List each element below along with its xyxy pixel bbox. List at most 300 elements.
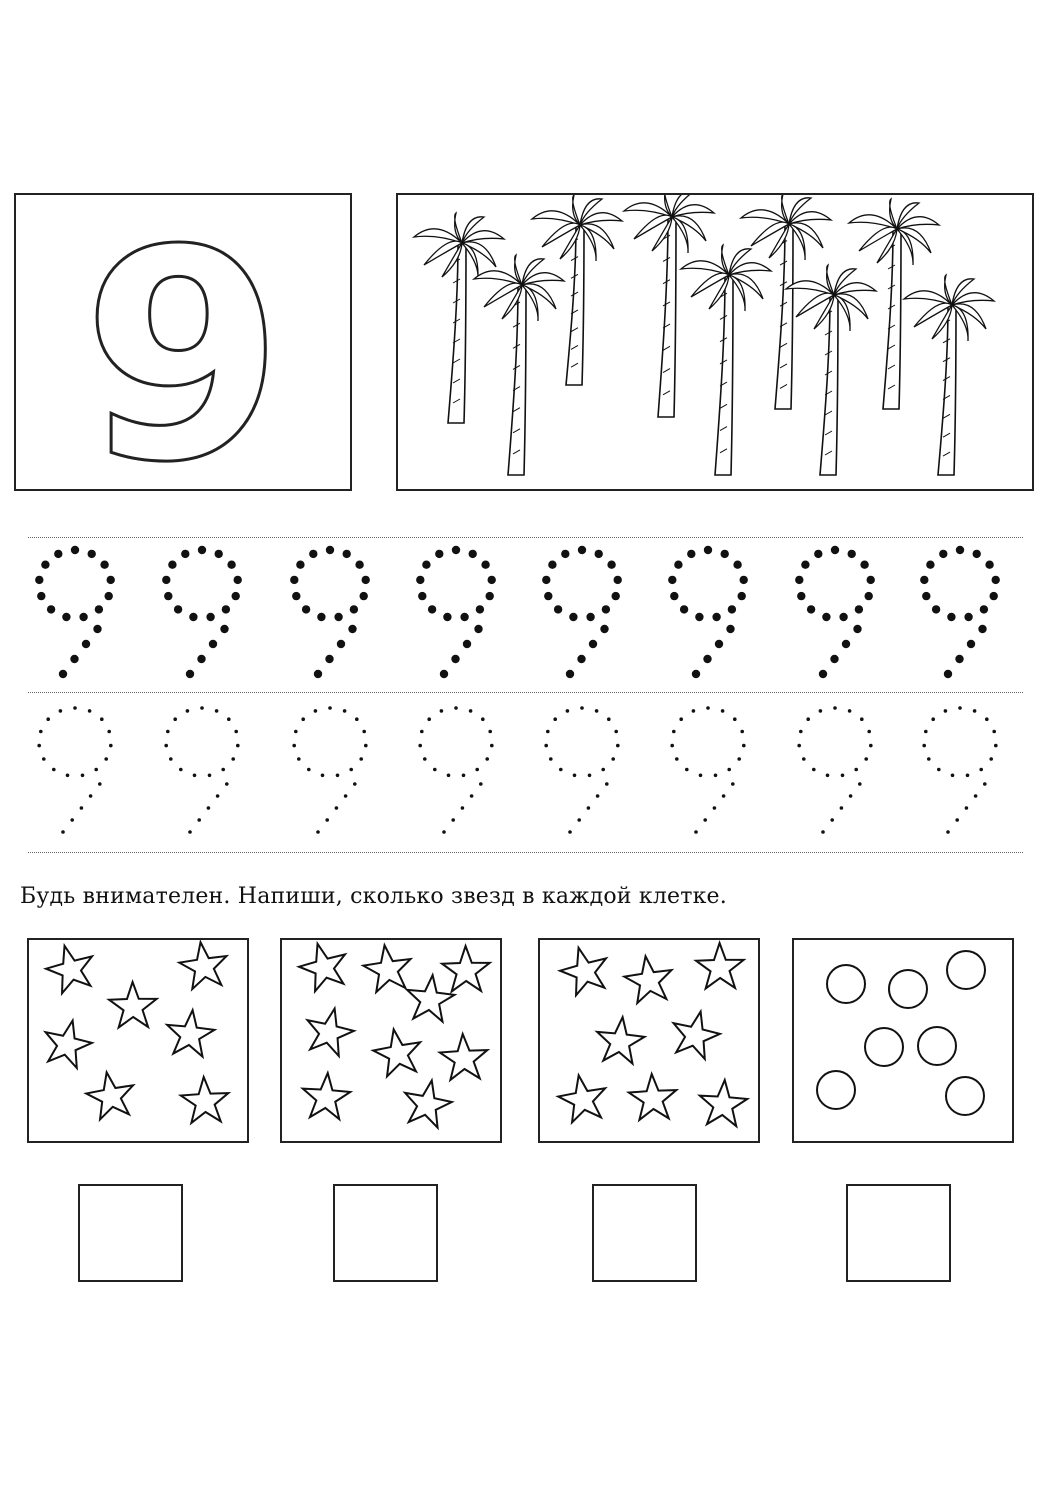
guide-line-1 (28, 537, 1023, 538)
trace-dot (297, 757, 301, 761)
trace-dot (801, 561, 809, 569)
big-digit: 9 (82, 195, 284, 489)
star-icon (439, 1033, 489, 1081)
trace-dot (985, 717, 989, 721)
trace-dot (595, 709, 599, 713)
trace-dot (806, 717, 810, 721)
trace-dot (703, 655, 711, 663)
trace-dot (712, 613, 720, 621)
trace-dot (234, 730, 238, 734)
trace-dot (88, 550, 96, 558)
trace-dot (614, 730, 618, 734)
trace-dot (992, 730, 996, 734)
trace-dot (39, 730, 43, 734)
palm-tree-icon (624, 195, 714, 417)
dotted-digit-7 (795, 546, 875, 678)
trace-dot (443, 613, 451, 621)
trace-dot (343, 550, 351, 558)
trace-dot (680, 605, 688, 613)
trace-dot (926, 561, 934, 569)
trace-dot (59, 670, 67, 678)
trace-dot (922, 592, 930, 600)
trace-dot (475, 768, 479, 772)
trace-dot (104, 757, 108, 761)
star-icon (696, 943, 744, 989)
count-box-4-shapes (794, 940, 1012, 1141)
trace-dot (812, 768, 816, 772)
trace-dot (37, 592, 45, 600)
guide-line-2 (28, 692, 1023, 693)
answer-box-1[interactable] (78, 1184, 183, 1282)
trace-dot (359, 757, 363, 761)
trace-dot (831, 546, 839, 554)
circle-icon (865, 1028, 903, 1066)
dotted-digit-6 (668, 546, 748, 678)
guide-line-3 (28, 852, 1023, 853)
star-icon (109, 982, 157, 1028)
star-icon (556, 942, 614, 998)
trace-dot (59, 709, 63, 713)
trace-dot (979, 768, 983, 772)
trace-dot (587, 806, 591, 810)
answer-box-4[interactable] (846, 1184, 951, 1282)
trace-dot (490, 744, 494, 748)
trace-dot (41, 561, 49, 569)
trace-dot (586, 613, 594, 621)
trace-dot (672, 730, 676, 734)
trace-dot (88, 709, 92, 713)
trace-dot (553, 717, 557, 721)
trace-dot (848, 550, 856, 558)
trace-dot (611, 757, 615, 761)
trace-dot (722, 794, 726, 798)
palm-tree-icon (849, 199, 939, 409)
trace-dot (807, 605, 815, 613)
trace-dot (325, 818, 329, 822)
trace-dot (544, 592, 552, 600)
trace-dot (842, 640, 850, 648)
trace-dot (853, 625, 861, 633)
trace-dot (416, 576, 424, 584)
trace-dot (488, 576, 496, 584)
count-box-3-shapes (540, 940, 758, 1141)
trace-dot (685, 768, 689, 772)
trace-dot (215, 709, 219, 713)
trace-dot (236, 744, 240, 748)
count-box-2 (280, 938, 502, 1143)
circle-icon (817, 1071, 855, 1109)
trace-dot (290, 576, 298, 584)
trace-dot (966, 774, 970, 778)
trace-dot (162, 576, 170, 584)
trace-dot (461, 806, 465, 810)
trace-dot (428, 605, 436, 613)
trace-dot (189, 613, 197, 621)
trace-dot (731, 782, 735, 786)
trace-dot (955, 818, 959, 822)
trace-dot (703, 818, 707, 822)
trace-dot (215, 550, 223, 558)
dotted-digit-5 (542, 546, 622, 678)
trace-dot (70, 818, 74, 822)
trace-dot (819, 709, 823, 713)
trace-dot (715, 640, 723, 648)
trace-dot (740, 576, 748, 584)
star-icon (164, 1008, 216, 1058)
star-icon (404, 973, 456, 1023)
trace-dot (932, 605, 940, 613)
trace-dot (548, 561, 556, 569)
palm-trees-box (396, 193, 1034, 491)
trace-dot (292, 744, 296, 748)
trace-dot (231, 757, 235, 761)
circle-icon (918, 1027, 956, 1065)
trace-dot (81, 774, 85, 778)
trace-dot (670, 592, 678, 600)
trace-dot (82, 640, 90, 648)
trace-dot (227, 561, 235, 569)
trace-dot (840, 806, 844, 810)
trace-dot (989, 757, 993, 761)
trace-dot (348, 625, 356, 633)
trace-dot (994, 744, 998, 748)
trace-dot (454, 706, 458, 710)
trace-dot (353, 782, 357, 786)
star-icon (177, 940, 230, 990)
palm-tree-icon (904, 275, 994, 475)
trace-dot (309, 550, 317, 558)
trace-dot (89, 794, 93, 798)
trace-dot (362, 730, 366, 734)
trace-row-bold-svg (0, 542, 1050, 687)
trace-dot (544, 744, 548, 748)
trace-dot (714, 774, 718, 778)
circle-icon (946, 1077, 984, 1115)
trace-dot (317, 613, 325, 621)
dotted-digit-12 (418, 706, 493, 834)
dotted-digit-1 (35, 546, 115, 678)
circle-icon (889, 970, 927, 1008)
trace-dot (860, 717, 864, 721)
trace-dot (867, 730, 871, 734)
trace-dot (325, 655, 333, 663)
trace-dot (73, 706, 77, 710)
trace-dot (601, 768, 605, 772)
trace-dot (35, 576, 43, 584)
trace-dot (164, 744, 168, 748)
trace-dot (569, 613, 577, 621)
trace-dot (343, 709, 347, 713)
trace-dot (728, 605, 736, 613)
trace-dot (983, 782, 987, 786)
trace-dot (301, 717, 305, 721)
dotted-digit-15 (797, 706, 872, 834)
trace-dot (209, 640, 217, 648)
trace-dot (675, 757, 679, 761)
dotted-digit-13 (544, 706, 619, 834)
trace-dot (420, 730, 424, 734)
trace-dot (198, 546, 206, 554)
trace-dot (605, 782, 609, 786)
trace-dot (469, 550, 477, 558)
trace-dot (819, 670, 827, 678)
palm-tree-icon (786, 265, 876, 475)
trace-dot (321, 774, 325, 778)
trace-dot (559, 768, 563, 772)
trace-dot (614, 576, 622, 584)
dotted-digit-16 (922, 706, 997, 834)
trace-dot (580, 706, 584, 710)
count-box-1-shapes (29, 940, 247, 1141)
trace-dot (463, 640, 471, 648)
circle-icon (947, 951, 985, 989)
star-icon (370, 1025, 425, 1078)
answer-box-3[interactable] (592, 1184, 697, 1282)
trace-dot (107, 730, 111, 734)
star-icon (400, 1076, 455, 1129)
trace-dot (296, 561, 304, 569)
trace-dot (481, 561, 489, 569)
dotted-digit-14 (670, 706, 745, 834)
trace-dot (967, 640, 975, 648)
trace-dot (166, 730, 170, 734)
trace-dot (612, 592, 620, 600)
star-icon (361, 942, 414, 993)
trace-row-bold (0, 542, 1050, 687)
trace-dot (179, 768, 183, 772)
trace-dot (47, 605, 55, 613)
trace-dot (726, 625, 734, 633)
trace-dot (737, 757, 741, 761)
trace-dot (799, 730, 803, 734)
trace-dot (721, 709, 725, 713)
trace-dot (848, 709, 852, 713)
star-icon (594, 1015, 646, 1065)
trace-dot (98, 782, 102, 786)
trace-dot (335, 806, 339, 810)
trace-dot (334, 613, 342, 621)
star-icon (622, 953, 675, 1004)
trace-dot (865, 592, 873, 600)
trace-dot (221, 768, 225, 772)
trace-dot (174, 605, 182, 613)
trace-dot (546, 730, 550, 734)
trace-dot (292, 592, 300, 600)
trace-dot (855, 605, 863, 613)
star-icon (301, 1071, 352, 1119)
trace-dot (476, 605, 484, 613)
trace-dot (418, 744, 422, 748)
trace-dot (488, 730, 492, 734)
trace-dot (695, 613, 703, 621)
trace-dot (227, 717, 231, 721)
trace-dot (944, 709, 948, 713)
trace-dot (955, 655, 963, 663)
instruction-text: Будь внимателен. Напиши, сколько звезд в каждой клетке. (20, 884, 727, 909)
trace-dot (70, 655, 78, 663)
trace-dot (600, 625, 608, 633)
trace-dot (451, 818, 455, 822)
dotted-digit-8 (920, 546, 1000, 678)
trace-dot (95, 605, 103, 613)
trace-dot (66, 774, 70, 778)
trace-dot (186, 709, 190, 713)
trace-dot (849, 794, 853, 798)
trace-dot (326, 546, 334, 554)
trace-dot (733, 717, 737, 721)
trace-dot (485, 757, 489, 761)
trace-dot (854, 768, 858, 772)
trace-dot (924, 730, 928, 734)
star-icon (180, 1076, 230, 1124)
trace-dot (100, 561, 108, 569)
trace-dot (80, 806, 84, 810)
trace-dot (860, 561, 868, 569)
trace-dot (220, 625, 228, 633)
count-box-2-shapes (282, 940, 500, 1141)
star-icon (39, 1015, 96, 1070)
trace-row-light-svg (0, 700, 1050, 845)
trace-dot (692, 670, 700, 678)
trace-dot (869, 744, 873, 748)
trace-dot (337, 640, 345, 648)
trace-dot (821, 830, 825, 834)
star-icon (301, 1003, 358, 1058)
trace-dot (802, 757, 806, 761)
trace-dot (990, 592, 998, 600)
palm-tree-icon (414, 213, 504, 423)
star-icon (698, 1078, 749, 1126)
trace-dot (927, 757, 931, 761)
trace-dot (100, 717, 104, 721)
trace-dot (474, 625, 482, 633)
trace-dot (460, 613, 468, 621)
trace-dot (197, 818, 201, 822)
trace-dot (946, 830, 950, 834)
trace-dot (469, 709, 473, 713)
trace-dot (944, 670, 952, 678)
trace-dot (602, 605, 610, 613)
trace-dot (62, 613, 70, 621)
trace-dot (314, 670, 322, 678)
trace-dot (94, 768, 98, 772)
dotted-digit-11 (292, 706, 367, 834)
trace-dot (974, 794, 978, 798)
big-digit-box (14, 193, 352, 491)
trace-dot (727, 768, 731, 772)
trace-dot (694, 830, 698, 834)
trace-dot (54, 550, 62, 558)
star-icon (295, 940, 353, 994)
count-box-1 (27, 938, 249, 1143)
trace-dot (826, 774, 830, 778)
big-digit-outline (16, 195, 350, 489)
trace-dot (596, 794, 600, 798)
star-icon (442, 946, 490, 992)
circle-icon (827, 965, 865, 1003)
trace-dot (965, 806, 969, 810)
trace-dot (578, 546, 586, 554)
trace-dot (607, 561, 615, 569)
count-box-4 (792, 938, 1014, 1143)
star-icon (42, 940, 100, 996)
dotted-digit-2 (162, 546, 242, 678)
trace-dot (733, 561, 741, 569)
trace-dot (566, 709, 570, 713)
trace-dot (607, 717, 611, 721)
trace-dot (797, 744, 801, 748)
trace-dot (452, 546, 460, 554)
star-icon (628, 1073, 678, 1121)
trace-dot (462, 774, 466, 778)
trace-dot (937, 768, 941, 772)
trace-dot (442, 830, 446, 834)
trace-dot (164, 592, 172, 600)
trace-dot (470, 794, 474, 798)
trace-dot (822, 613, 830, 621)
trace-dot (349, 768, 353, 772)
trace-dot (985, 561, 993, 569)
trace-dot (951, 774, 955, 778)
trace-dot (294, 730, 298, 734)
trace-dot (481, 717, 485, 721)
trace-dot (350, 605, 358, 613)
trace-dot (566, 670, 574, 678)
answer-box-2[interactable] (333, 1184, 438, 1282)
trace-dot (992, 576, 1000, 584)
trace-dot (435, 550, 443, 558)
trace-dot (216, 794, 220, 798)
trace-dot (674, 561, 682, 569)
dotted-digit-4 (416, 546, 496, 678)
trace-dot (947, 613, 955, 621)
trace-dot (692, 709, 696, 713)
trace-dot (920, 576, 928, 584)
trace-dot (360, 592, 368, 600)
trace-dot (973, 709, 977, 713)
trace-dot (447, 774, 451, 778)
trace-dot (858, 782, 862, 786)
palm-tree-icon (681, 245, 771, 475)
trace-dot (328, 706, 332, 710)
palm-trees-illustration (398, 195, 1032, 489)
trace-dot (931, 717, 935, 721)
trace-dot (169, 757, 173, 761)
trace-dot (549, 757, 553, 761)
trace-dot (197, 655, 205, 663)
trace-dot (37, 744, 41, 748)
trace-dot (577, 655, 585, 663)
trace-dot (706, 706, 710, 710)
trace-dot (222, 605, 230, 613)
star-icon (555, 1071, 610, 1124)
trace-dot (687, 550, 695, 558)
trace-dot (42, 757, 46, 761)
trace-dot (206, 613, 214, 621)
dotted-digit-3 (290, 546, 370, 678)
trace-dot (181, 550, 189, 558)
trace-dot (797, 592, 805, 600)
trace-dot (864, 757, 868, 761)
trace-dot (830, 818, 834, 822)
trace-dot (956, 546, 964, 554)
trace-dot (427, 717, 431, 721)
trace-dot (713, 806, 717, 810)
trace-dot (107, 576, 115, 584)
trace-dot (336, 774, 340, 778)
trace-dot (364, 744, 368, 748)
trace-dot (830, 655, 838, 663)
